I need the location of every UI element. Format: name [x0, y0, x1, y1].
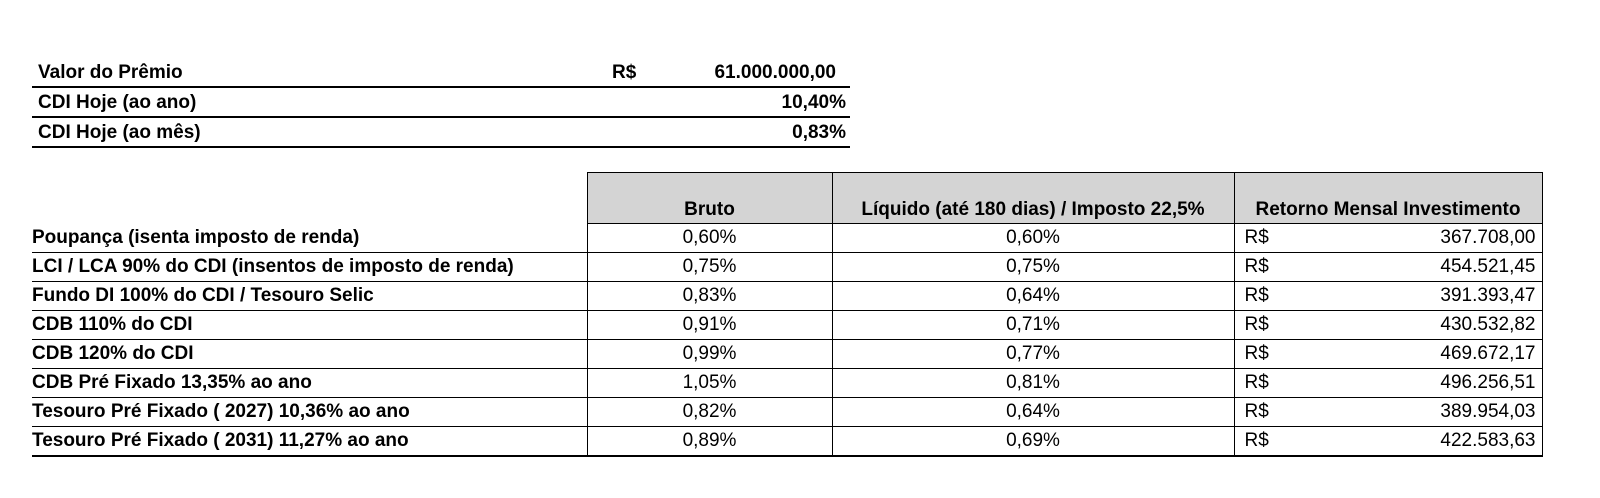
- row-bruto: 0,99%: [587, 340, 832, 369]
- row-bruto: 0,75%: [587, 253, 832, 282]
- row-amount: 430.532,82: [1440, 314, 1536, 335]
- row-bruto: 0,83%: [587, 282, 832, 311]
- row-bruto: 1,05%: [587, 369, 832, 398]
- cdi-mes-row: [32, 118, 850, 148]
- row-retorno: [1234, 340, 1542, 369]
- header-retorno: Retorno Mensal Investimento: [1234, 173, 1542, 224]
- cdi-mes-value: 0,83%: [792, 122, 846, 143]
- row-amount: 389.954,03: [1440, 401, 1536, 422]
- table-row: [32, 282, 1542, 311]
- row-liquido: 0,77%: [832, 340, 1234, 369]
- row-label: CDB 110% do CDI: [32, 311, 587, 340]
- header-bruto: Bruto: [587, 173, 832, 224]
- premio-currency: R$: [612, 62, 637, 83]
- premio-row: [32, 58, 850, 88]
- row-retorno: [1234, 369, 1542, 398]
- header-blank: [32, 173, 587, 224]
- row-label: Tesouro Pré Fixado ( 2031) 11,27% ao ano: [32, 427, 587, 457]
- row-liquido: 0,71%: [832, 311, 1234, 340]
- row-currency: R$: [1244, 285, 1269, 306]
- table-row: [32, 398, 1542, 427]
- table-row: [32, 224, 1542, 253]
- row-currency: R$: [1244, 227, 1269, 248]
- row-label: LCI / LCA 90% do CDI (insentos de imposto de renda): [32, 253, 587, 282]
- row-liquido: 0,60%: [832, 224, 1234, 253]
- row-retorno: [1234, 282, 1542, 311]
- row-amount: 454.521,45: [1440, 256, 1536, 277]
- table-header-row: [32, 173, 1542, 224]
- table-row: [32, 311, 1542, 340]
- table-row: [32, 369, 1542, 398]
- row-retorno: [1234, 224, 1542, 253]
- row-currency: R$: [1244, 372, 1269, 393]
- cdi-ano-label: CDI Hoje (ao ano): [38, 92, 197, 113]
- row-liquido: 0,64%: [832, 282, 1234, 311]
- row-label: CDB Pré Fixado 13,35% ao ano: [32, 369, 587, 398]
- row-label: Fundo DI 100% do CDI / Tesouro Selic: [32, 282, 587, 311]
- summary-block: [32, 58, 850, 148]
- row-label: Poupança (isenta imposto de renda): [32, 224, 587, 253]
- row-bruto: 0,91%: [587, 311, 832, 340]
- row-label: Tesouro Pré Fixado ( 2027) 10,36% ao ano: [32, 398, 587, 427]
- row-liquido: 0,64%: [832, 398, 1234, 427]
- row-bruto: 0,82%: [587, 398, 832, 427]
- row-currency: R$: [1244, 430, 1269, 451]
- row-retorno: [1234, 427, 1542, 457]
- cdi-ano-value: 10,40%: [781, 92, 846, 113]
- row-currency: R$: [1244, 343, 1269, 364]
- row-retorno: [1234, 398, 1542, 427]
- row-retorno: [1234, 311, 1542, 340]
- row-retorno: [1234, 253, 1542, 282]
- cdi-ano-row: [32, 88, 850, 118]
- row-amount: 391.393,47: [1440, 285, 1536, 306]
- row-bruto: 0,60%: [587, 224, 832, 253]
- table-row: [32, 427, 1542, 457]
- header-liquido: Líquido (até 180 dias) / Imposto 22,5%: [832, 173, 1234, 224]
- row-liquido: 0,69%: [832, 427, 1234, 457]
- row-amount: 422.583,63: [1440, 430, 1536, 451]
- row-label: CDB 120% do CDI: [32, 340, 587, 369]
- premio-value: 61.000.000,00: [714, 62, 836, 83]
- row-liquido: 0,81%: [832, 369, 1234, 398]
- row-currency: R$: [1244, 256, 1269, 277]
- cdi-mes-label: CDI Hoje (ao mês): [38, 122, 201, 143]
- row-bruto: 0,89%: [587, 427, 832, 457]
- premio-label: Valor do Prêmio: [38, 62, 183, 83]
- row-currency: R$: [1244, 314, 1269, 335]
- row-amount: 496.256,51: [1440, 372, 1536, 393]
- table-row: [32, 253, 1542, 282]
- row-amount: 469.672,17: [1440, 343, 1536, 364]
- row-currency: R$: [1244, 401, 1269, 422]
- investment-table: [32, 172, 1543, 457]
- row-liquido: 0,75%: [832, 253, 1234, 282]
- row-amount: 367.708,00: [1440, 227, 1536, 248]
- table-row: [32, 340, 1542, 369]
